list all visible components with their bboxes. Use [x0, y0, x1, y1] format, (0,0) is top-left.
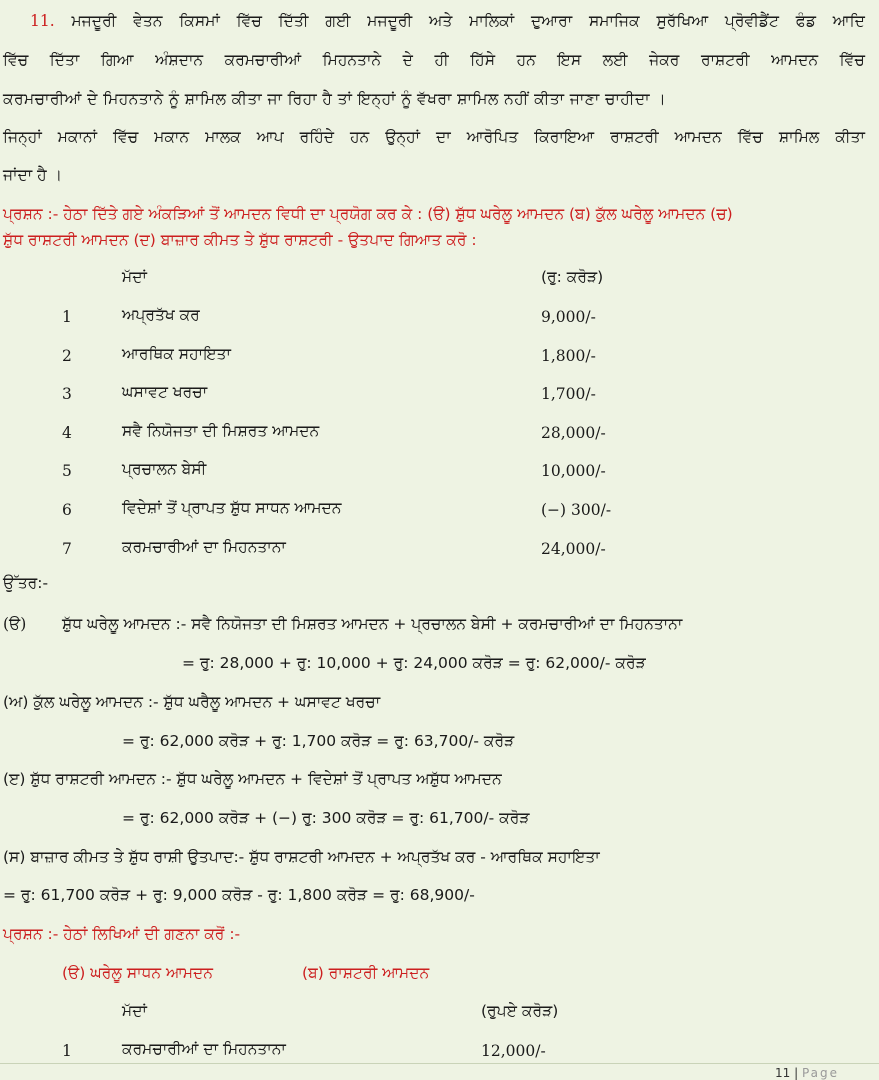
- word: ਮਕਾਨਾਂ: [57, 128, 97, 146]
- footer-separator: |: [794, 1066, 799, 1080]
- para2-line1: [3, 128, 865, 147]
- word: ਲਈ: [602, 51, 628, 69]
- word: ਆਦਿ: [832, 12, 865, 30]
- table1-item: ਕਰਮਚਾਰੀਆਂ ਦਾ ਮਿਹਨਤਾਨਾ: [122, 538, 286, 556]
- table2-item: ਕਰਮਚਾਰੀਆਂ ਦਾ ਮਿਹਨਤਾਨਾ: [122, 1040, 286, 1058]
- table1-item: ਘਸਾਵਟ ਖਰਚਾ: [122, 383, 208, 401]
- answer-d-calc: = ਰੁ: 61,700 ਕਰੋੜ + ਰੁ: 9,000 ਕਰੋੜ - ਰੁ: 1,800 ਕਰੋੜ = ਰੁ: 68,900/-: [3, 886, 475, 904]
- word: ਮਾਲਿਕਾਂ: [469, 12, 515, 30]
- table2-value: 12,000/-: [481, 1042, 546, 1060]
- word: ਵਿੱਚ: [236, 12, 262, 30]
- word: ਆਮਦਨ: [674, 128, 722, 146]
- word: ਗਿਆ: [100, 51, 134, 69]
- word: ਇਸ: [557, 51, 582, 69]
- word: ਆਮਦਨ: [771, 51, 819, 69]
- word: ਜਿਨ੍ਹਾਂ: [3, 128, 42, 146]
- table1-value: (−) 300/-: [541, 501, 612, 519]
- table1-sn: 4: [62, 424, 72, 442]
- word: ਮਾਲਕ: [205, 128, 241, 146]
- word: ਵਿੱਚ: [3, 51, 29, 69]
- para2-line2: ਜਾਂਦਾ ਹੈ ।: [3, 166, 63, 184]
- table1-sn: 5: [62, 462, 72, 480]
- word: ਰਹਿੰਦੇ: [299, 128, 335, 146]
- table1-header-value: (ਰੁ: ਕਰੋੜ): [541, 268, 604, 286]
- word: ਹਿੱਸੇ: [470, 51, 496, 69]
- table2-sn: 1: [62, 1042, 72, 1060]
- page-footer: [775, 1066, 839, 1080]
- word: ਹਨ: [516, 51, 536, 69]
- para1-number: 11.: [30, 12, 55, 30]
- answer-a-text: ਸ਼ੁੱਧ ਘਰੇਲੂ ਆਮਦਨ :- ਸਵੈ ਨਿਯੋਜਤਾ ਦੀ ਮਿਸ਼ਰਤ ਆਮਦਨ + ਪ੍ਰਚਾਲਨ ਬੇਸੀ + ਕਰਮਚਾਰੀਆਂ ਦਾ ਮਿਹਨਤਾਨਾ: [62, 615, 683, 633]
- answer-label: ਉੱਤਰ:-: [3, 574, 49, 592]
- table1-sn: 7: [62, 540, 72, 558]
- word: ਮਜਦੂਰੀ: [367, 12, 413, 30]
- table1-sn: 3: [62, 385, 72, 403]
- word: ਹਨ: [350, 128, 370, 146]
- word: ਜੇਕਰ: [649, 51, 680, 69]
- word: ਵੇਤਨ: [133, 12, 163, 30]
- table1-value: 10,000/-: [541, 462, 606, 480]
- table2-header-item: ਮੱਦਾਂ: [122, 1002, 147, 1020]
- table1-item: ਅਪ੍ਰਤੱਖ ਕਰ: [122, 306, 200, 324]
- word: ਆਰੋਪਿਤ: [466, 128, 519, 146]
- word: ਰਾਸ਼ਟਰੀ: [700, 51, 750, 69]
- page-number: 11: [775, 1066, 791, 1080]
- word: ਸਮਾਜਿਕ: [588, 12, 640, 30]
- word: ਹੀ: [434, 51, 449, 69]
- answer-d-text: (ਸ) ਬਾਜ਼ਾਰ ਕੀਮਤ ਤੇ ਸ਼ੁੱਧ ਰਾਸ਼ੀ ਉਤਪਾਦ:- ਸ਼ੁੱਧ ਰਾਸ਼ਟਰੀ ਆਮਦਨ + ਅਪ੍ਰਤੱਖ ਕਰ - ਆਰਥਿਕ ਸਹਾਇਤਾ: [3, 848, 600, 866]
- word: ਦੁਆਰਾ: [530, 12, 573, 30]
- table2-header-value: (ਰੁਪਏ ਕਰੋੜ): [481, 1002, 559, 1020]
- word: ਦਿੱਤੀ: [278, 12, 309, 30]
- word: ਕਰਮਚਾਰੀਆਂ: [224, 51, 302, 69]
- para1-line2: [3, 51, 865, 70]
- table1-sn: 1: [62, 308, 72, 326]
- word: ਵਿੱਚ: [113, 128, 139, 146]
- para1-line1: [30, 12, 865, 31]
- word: ਅੰਸ਼ਦਾਨ: [155, 51, 204, 69]
- answer-a-label: (ੳ): [3, 615, 27, 633]
- table1-value: 28,000/-: [541, 424, 606, 442]
- word: ਸੁਰੱਖਿਆ: [656, 12, 709, 30]
- page-word: Page: [801, 1066, 840, 1080]
- word: ਦੇ: [402, 51, 413, 69]
- word: ਮਜਦੂਰੀ: [71, 12, 117, 30]
- word: ਵਿੱਚ: [839, 51, 865, 69]
- table1-header-item: ਮੱਦਾਂ: [122, 268, 147, 286]
- para1-line3: ਕਰਮਚਾਰੀਆਂ ਦੇ ਮਿਹਨਤਾਨੇ ਨੂੰ ਸ਼ਾਮਿਲ ਕੀਤਾ ਜਾ ਰਿਹਾ ਹੈ ਤਾਂ ਇਨ੍ਹਾਂ ਨੂੰ ਵੱਖਰਾ ਸ਼ਾਮਿਲ ਨਹੀਂ ਕੀਤਾ ਜਾਣਾ ਚਾਹੀਦਾ ।: [3, 90, 667, 108]
- word: ਪ੍ਰੋਵੀਡੈਂਟ: [724, 12, 779, 30]
- answer-c-text: (ੲ) ਸ਼ੁੱਧ ਰਾਸ਼ਟਰੀ ਆਮਦਨ :- ਸ਼ੁੱਧ ਘਰੇਲੂ ਆਮਦਨ + ਵਿਦੇਸ਼ਾਂ ਤੋਂ ਪ੍ਰਾਪਤ ਅਸ਼ੁੱਧ ਆਮਦਨ: [3, 770, 502, 788]
- table1-value: 9,000/-: [541, 308, 596, 326]
- table1-item: ਪ੍ਰਚਾਲਨ ਬੇਸੀ: [122, 460, 207, 478]
- question2-line1: ਪ੍ਰਸ਼ਨ :- ਹੇਠਾਂ ਲਿਖਿਆਂ ਦੀ ਗਣਨਾ ਕਰੋਂ :-: [3, 925, 241, 943]
- table1-item: ਵਿਦੇਸ਼ਾਂ ਤੋਂ ਪ੍ਰਾਪਤ ਸ਼ੁੱਧ ਸਾਧਨ ਆਮਦਨ: [122, 499, 342, 517]
- table1-value: 1,800/-: [541, 347, 596, 365]
- table1-item: ਆਰਥਿਕ ਸਹਾਇਤਾ: [122, 345, 231, 363]
- question1-line1: ਪ੍ਰਸ਼ਨ :- ਹੇਠਾ ਦਿੱਤੇ ਗਏ ਅੰਕੜਿਆਂ ਤੋਂ ਆਮਦਨ ਵਿਧੀ ਦਾ ਪ੍ਰਯੋਗ ਕਰ ਕੇ : (ੳ) ਸ਼ੁੱਧ ਘਰੇਲੂ ਆਮਦਨ (ਬ) ਕੁੱਲ ਘਰੇਲੂ ਆਮਦਨ (ਚ): [3, 205, 733, 223]
- word: ਮਿਹਨਤਾਨੇ: [322, 51, 382, 69]
- word: ਕਿਰਾਇਆ: [534, 128, 595, 146]
- word: ਦਾ: [436, 128, 451, 146]
- table1-sn: 2: [62, 347, 72, 365]
- word: ਅਤੇ: [428, 12, 453, 30]
- answer-b-text: (ਅ) ਕੁੱਲ ਘਰੇਲੂ ਆਮਦਨ :- ਸ਼ੁੱਧ ਘਰੈਲੂ ਆਮਦਨ + ਘਸਾਵਟ ਖਰਚਾ: [3, 693, 381, 711]
- word: ਕਿਸਮਾਂ: [179, 12, 220, 30]
- word: ਰਾਸ਼ਟਰੀ: [610, 128, 659, 146]
- table1-value: 24,000/-: [541, 540, 606, 558]
- question2-option-a: (ੳ) ਘਰੇਲੂ ਸਾਧਨ ਆਮਦਨ: [62, 964, 213, 982]
- answer-a-calc: = ਰੁ: 28,000 + ਰੁ: 10,000 + ਰੁ: 24,000 ਕਰੋੜ = ਰੁ: 62,000/- ਕਰੋੜ: [182, 654, 646, 672]
- word: ਦਿੱਤਾ: [49, 51, 80, 69]
- word: ਮਕਾਨ: [154, 128, 190, 146]
- word: ਆਪ: [256, 128, 284, 146]
- word: ਉਨ੍ਹਾਂ: [385, 128, 421, 146]
- footer-rule: [0, 1063, 879, 1064]
- question1-line2: ਸ਼ੁੱਧ ਰਾਸ਼ਟਰੀ ਆਮਦਨ (ਦ) ਬਾਜ਼ਾਰ ਕੀਮਤ ਤੇ ਸ਼ੁੱਧ ਰਾਸ਼ਟਰੀ - ਉਤਪਾਦ ਗਿਆਤ ਕਰੋ :: [3, 231, 477, 249]
- question2-option-b: (ਬ) ਰਾਸ਼ਟਰੀ ਆਮਦਨ: [302, 964, 430, 982]
- word: ਗਈ: [325, 12, 351, 30]
- word: ਫੰਡ: [795, 12, 816, 30]
- answer-b-calc: = ਰੁ: 62,000 ਕਰੋੜ + ਰੁ: 1,700 ਕਰੋੜ = ਰੁ: 63,700/- ਕਰੋੜ: [122, 732, 515, 750]
- answer-c-calc: = ਰੁ: 62,000 ਕਰੋੜ + (−) ਰੁ: 300 ਕਰੋੜ = ਰੁ: 61,700/- ਕਰੋੜ: [122, 809, 530, 827]
- table1-item: ਸਵੈ ਨਿਯੋਜਤਾ ਦੀ ਮਿਸ਼ਰਤ ਆਮਦਨ: [122, 422, 320, 440]
- table1-value: 1,700/-: [541, 385, 596, 403]
- word: ਵਿੱਚ: [737, 128, 763, 146]
- word: ਕੀਤਾ: [835, 128, 865, 146]
- table1-sn: 6: [62, 501, 72, 519]
- word: ਸ਼ਾਮਿਲ: [778, 128, 820, 146]
